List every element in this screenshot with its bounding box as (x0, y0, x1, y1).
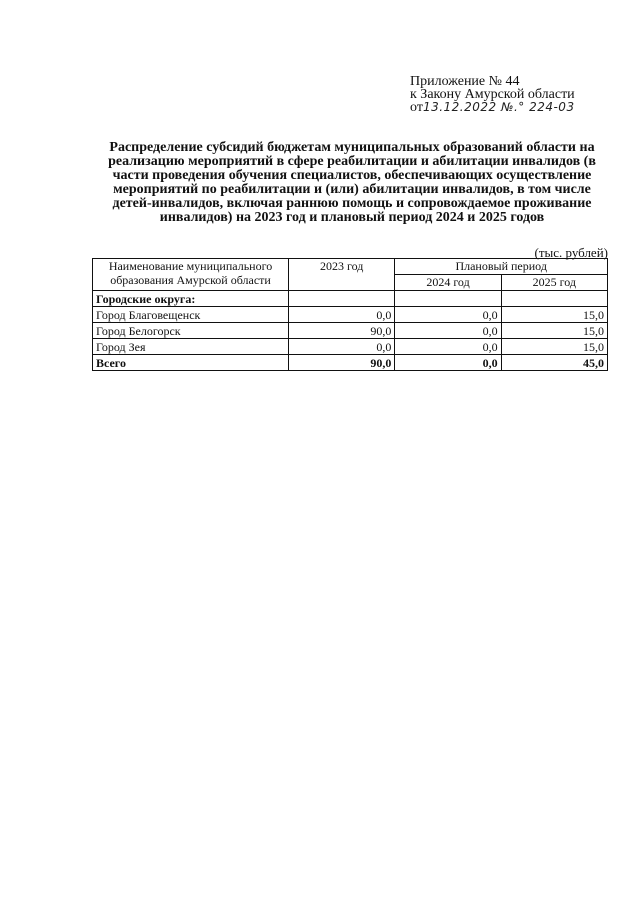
annex-law-reference: к Закону Амурской области (410, 87, 575, 102)
annex-number: Приложение № 44 (410, 74, 520, 89)
units-label: (тыс. рублей) (534, 245, 608, 260)
row-value-2025: 15,0 (501, 307, 607, 323)
header-2023: 2023 год (289, 259, 395, 291)
table-row (93, 339, 608, 355)
header-2025: 2025 год (501, 275, 607, 291)
row-name: Город Белогорск (93, 323, 289, 339)
total-value-2024: 0,0 (395, 355, 501, 371)
annex-reference (410, 75, 625, 114)
annex-date-line (410, 101, 625, 114)
total-label: Всего (93, 355, 289, 371)
annex-date-handwritten: 13.12.2022 №.° 224-03 (422, 100, 575, 114)
table-row (93, 323, 608, 339)
row-value-2025: 15,0 (501, 323, 607, 339)
row-value-2025: 15,0 (501, 339, 607, 355)
header-name: Наименование муниципального образования Амурской области (93, 259, 289, 291)
table-row (93, 307, 608, 323)
row-name: Город Зея (93, 339, 289, 355)
annex-date-prefix: от (410, 100, 423, 115)
row-value-2024: 0,0 (395, 307, 501, 323)
table-total-row (93, 355, 608, 371)
row-value-2023: 90,0 (289, 323, 395, 339)
row-value-2024: 0,0 (395, 339, 501, 355)
table-section-row (93, 291, 608, 307)
header-planned-period: Плановый период (395, 259, 608, 275)
row-name: Город Благовещенск (93, 307, 289, 323)
table-header-row (93, 259, 608, 275)
document-title: Распределение субсидий бюджетам муниципальных образований области на реализацию мероприятий в сфере реабилитации и абилитации инвалидов (в части проведения обучения специалистов, обеспечивающих осуществление мероприятий по реабилитации и (или) абилитации инвалидов, в том числе детей-инвалидов, включая раннюю помощь и сопровождаемое проживание инвалидов) на 2023 год и плановый период 2024 и 2025 годов (108, 140, 596, 225)
header-2024: 2024 год (395, 275, 501, 291)
row-value-2023: 0,0 (289, 307, 395, 323)
row-value-2024: 0,0 (395, 323, 501, 339)
total-value-2025: 45,0 (501, 355, 607, 371)
section-label: Городские округа: (93, 291, 289, 307)
row-value-2023: 0,0 (289, 339, 395, 355)
subsidy-table (92, 258, 608, 371)
total-value-2023: 90,0 (289, 355, 395, 371)
